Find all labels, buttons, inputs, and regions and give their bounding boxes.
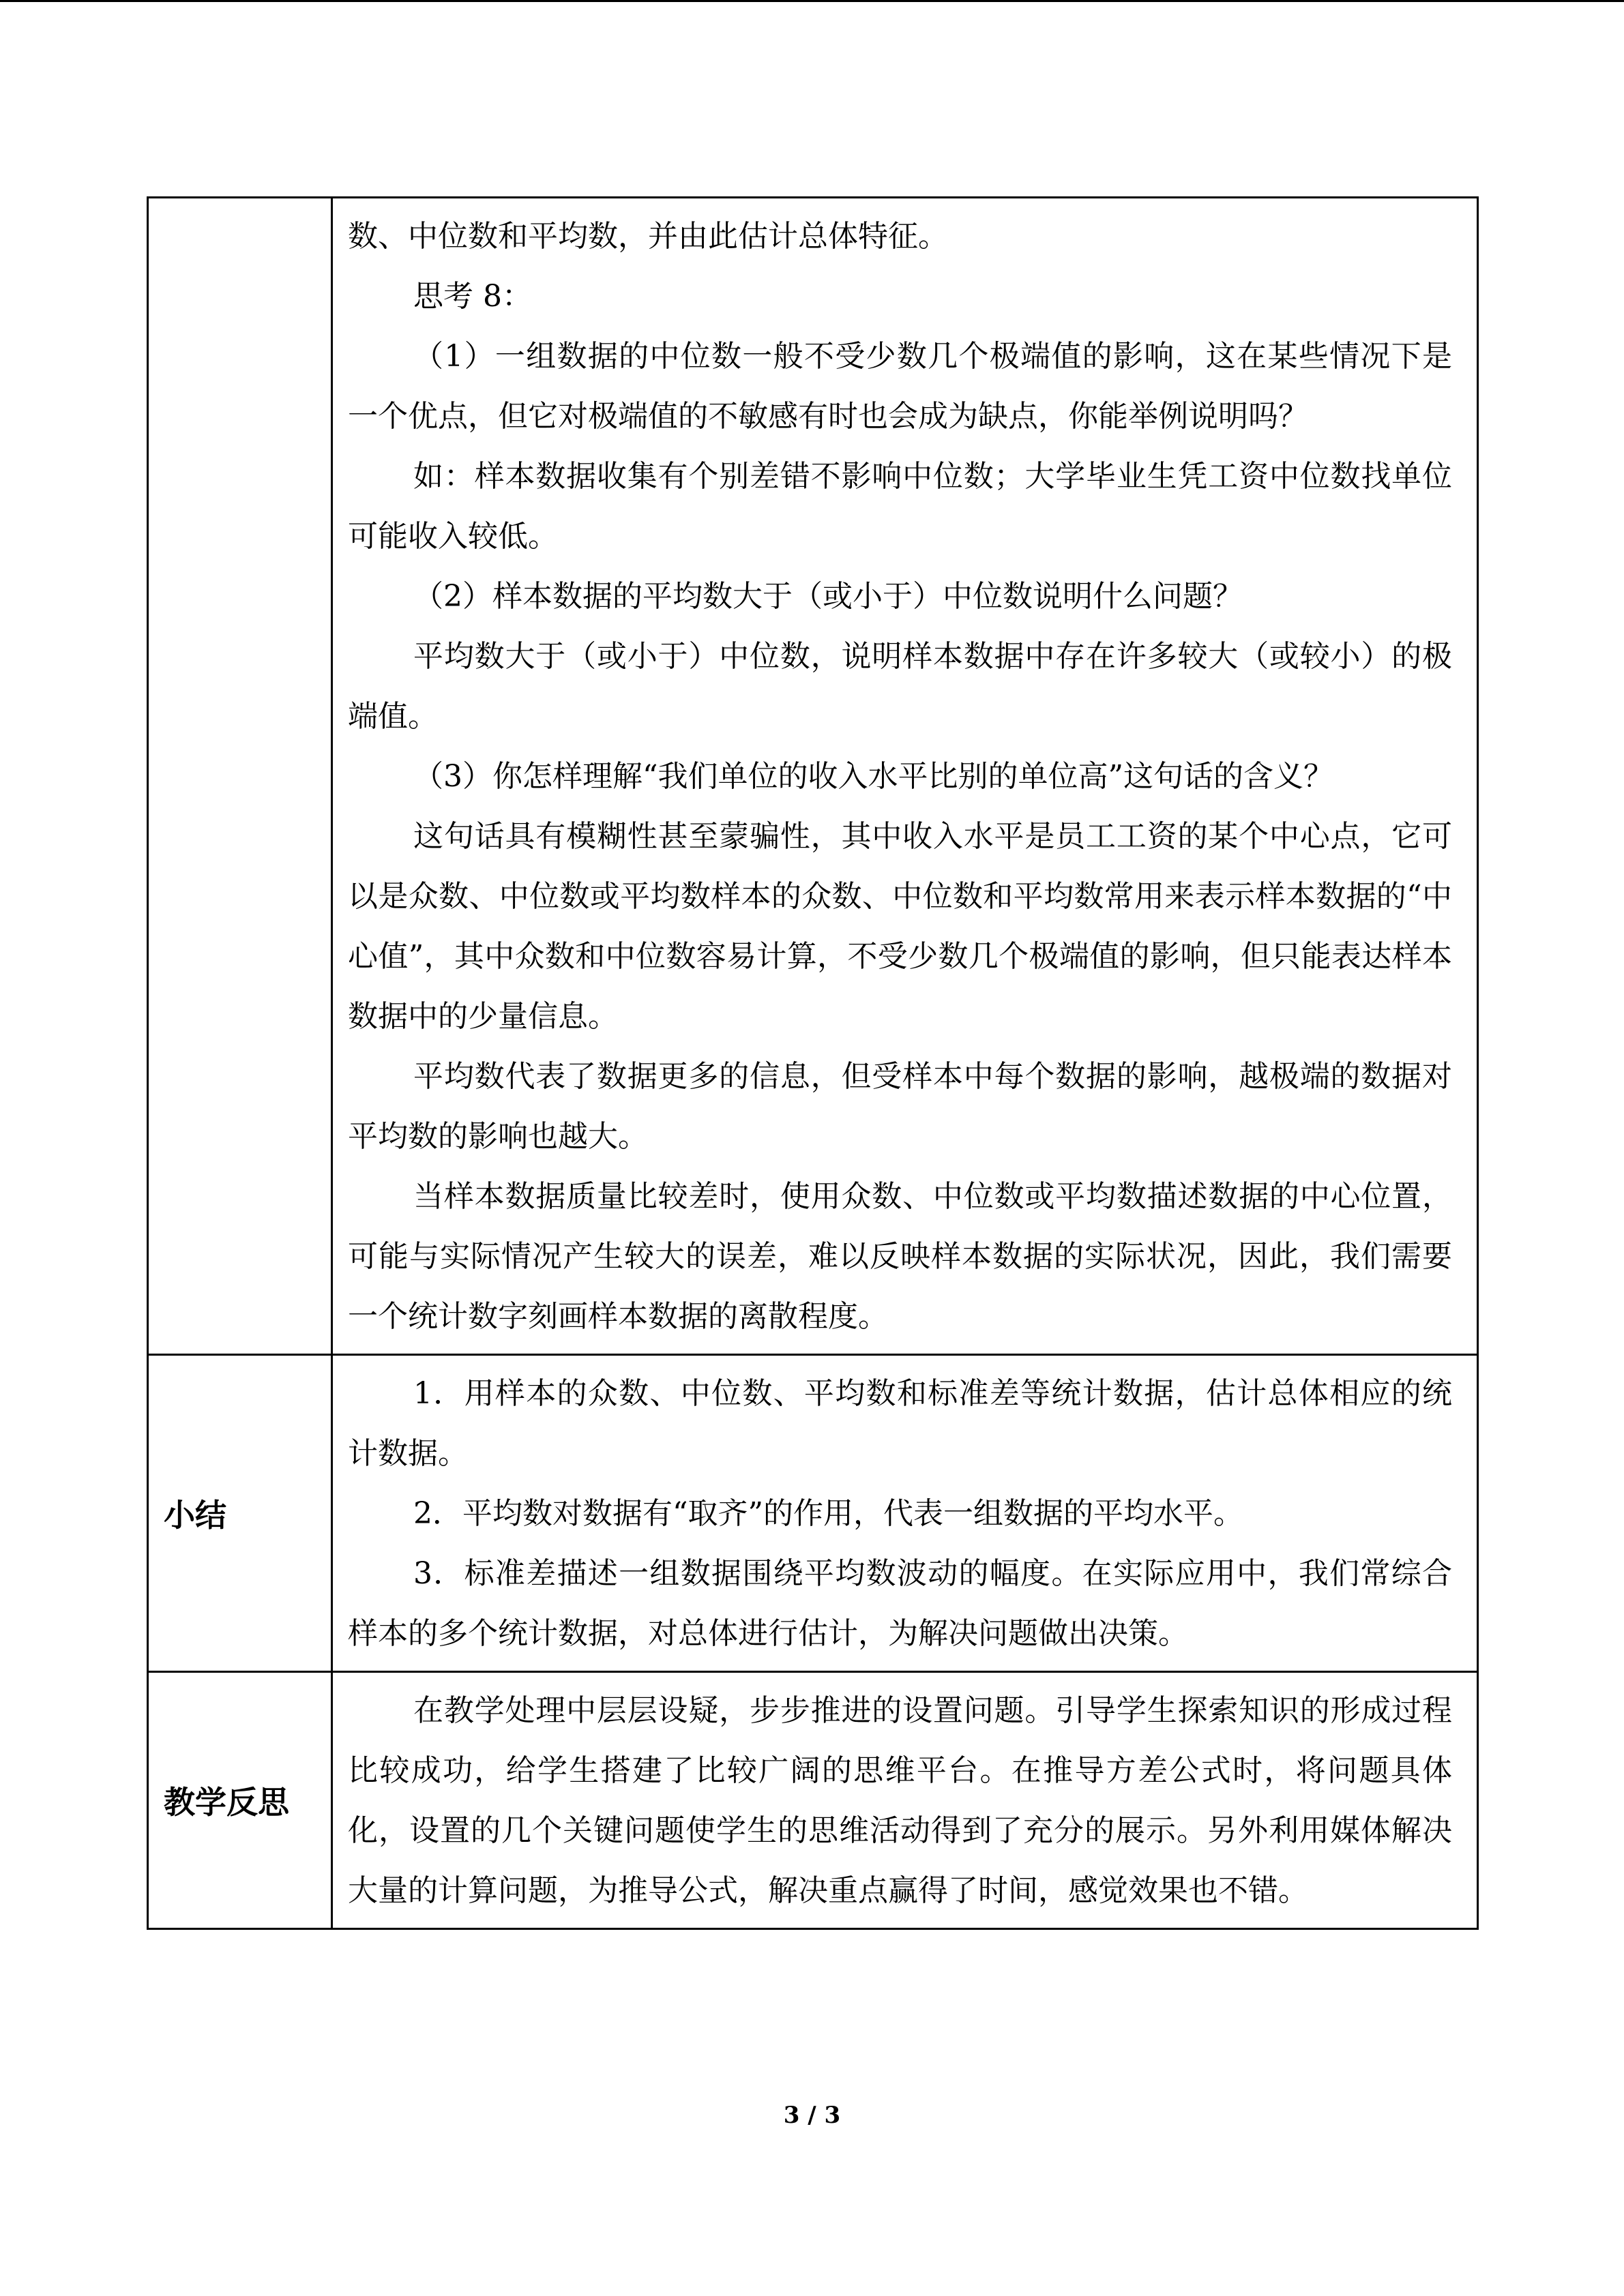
paragraph: （2）样本数据的平均数大于（或小于）中位数说明什么问题？ bbox=[413, 579, 1243, 614]
paragraph: 在教学处理中层层设疑，步步推进的设置问题。引导学生探索知识的形成过程比较成功，给学生搭建了比较广阔的思维平台。在推导方差公式时，将问题具体化，设置的几个关键问题使学生的思维活动得到了充分的展示。另外利用媒体解决大量的计算问题，为推导公式，解决重点赢得了时间，感觉效果也不错。 bbox=[348, 1693, 1452, 1908]
paragraph: 3．标准差描述一组数据围绕平均数波动的幅度。在实际应用中，我们常综合样本的多个统计数据，对总体进行估计，为解决问题做出决策。 bbox=[348, 1556, 1452, 1651]
paragraph: （1）一组数据的中位数一般不受少数几个极端值的影响，这在某些情况下是一个优点，但它对极端值的不敏感有时也会成为缺点，你能举例说明吗？ bbox=[348, 339, 1452, 434]
table-row-summary bbox=[148, 1355, 1478, 1672]
row-content bbox=[332, 1672, 1478, 1929]
paragraph: 如：样本数据收集有个别差错不影响中位数；大学毕业生凭工资中位数找单位可能收入较低。 bbox=[348, 459, 1452, 554]
row-content bbox=[332, 198, 1478, 1355]
paragraph: 平均数大于（或小于）中位数，说明样本数据中存在许多较大（或较小）的极端值。 bbox=[348, 639, 1452, 734]
paragraph: 当样本数据质量比较差时，使用众数、中位数或平均数描述数据的中心位置，可能与实际情况产生较大的误差，难以反映样本数据的实际状况，因此，我们需要一个统计数字刻画样本数据的离散程度。 bbox=[348, 1179, 1452, 1334]
paragraph: 1．用样本的众数、中位数、平均数和标准差等统计数据，估计总体相应的统计数据。 bbox=[348, 1376, 1452, 1471]
paragraph: 思考 8： bbox=[413, 279, 532, 314]
paragraph: 这句话具有模糊性甚至蒙骗性，其中收入水平是员工工资的某个中心点，它可以是众数、中位数或平均数样本的众数、中位数和平均数常用来表示样本数据的“中心值”，其中众数和中位数容易计算，不受少数几个极端值的影响，但只能表达样本数据中的少量信息。 bbox=[348, 819, 1452, 1034]
top-border-line bbox=[0, 0, 1624, 2]
row-label-summary: 小结 bbox=[148, 1355, 332, 1672]
row-label bbox=[148, 198, 332, 1355]
row-content bbox=[332, 1355, 1478, 1672]
table-row-reflection bbox=[148, 1672, 1478, 1929]
lesson-plan-table bbox=[147, 196, 1479, 1930]
paragraph: （3）你怎样理解“我们单位的收入水平比别的单位高”这句话的含义？ bbox=[413, 759, 1333, 794]
paragraph: 平均数代表了数据更多的信息，但受样本中每个数据的影响，越极端的数据对平均数的影响也越大。 bbox=[348, 1059, 1452, 1154]
paragraph: 数、中位数和平均数，并由此估计总体特征。 bbox=[348, 219, 948, 254]
page-number: 3 / 3 bbox=[783, 2102, 841, 2129]
table-row-discussion bbox=[148, 198, 1478, 1355]
row-label-reflection: 教学反思 bbox=[148, 1672, 332, 1929]
paragraph: 2．平均数对数据有“取齐”的作用，代表一组数据的平均水平。 bbox=[413, 1496, 1243, 1531]
